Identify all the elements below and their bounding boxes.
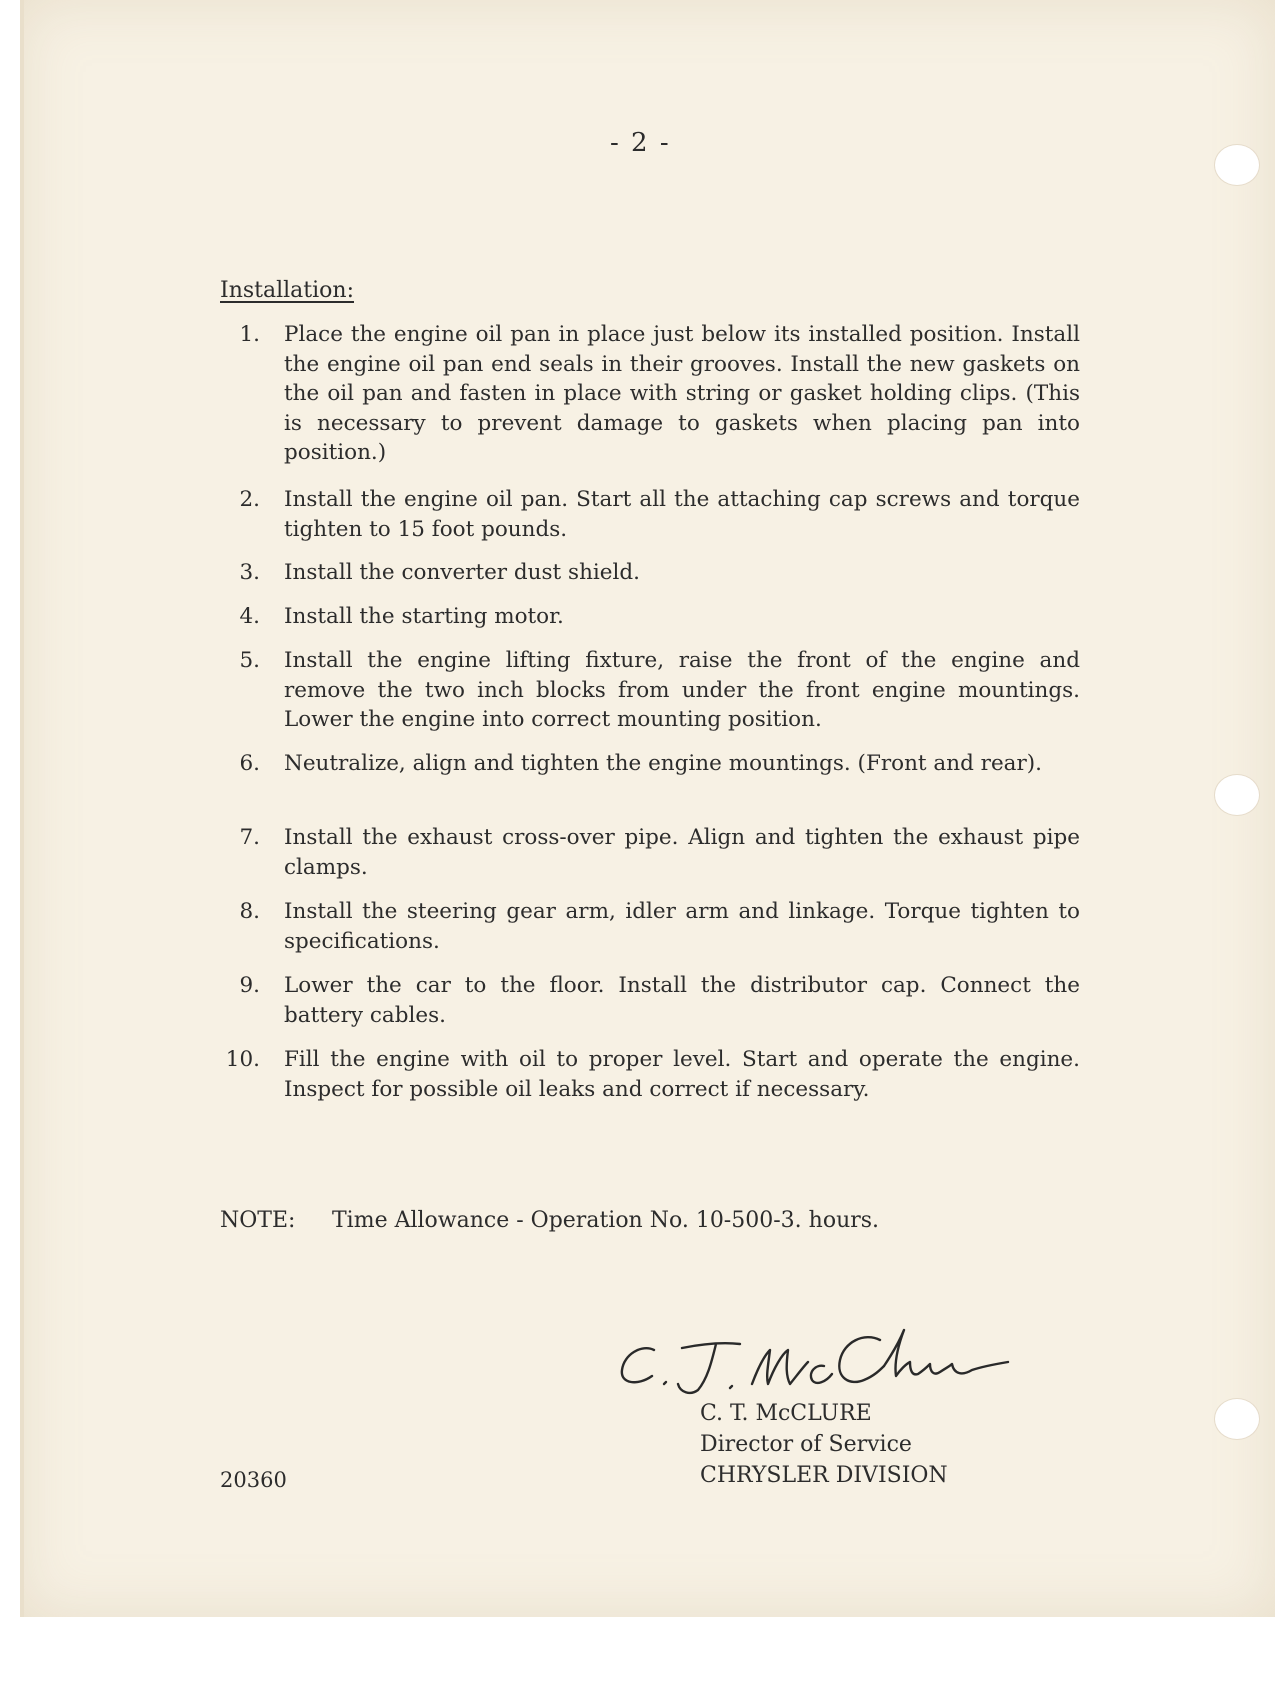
- step-text: Lower the car to the floor. Install the distributor cap. Connect the battery cables.: [284, 973, 1080, 1028]
- step-number: 9.: [239, 973, 260, 998]
- punch-hole-middle: [1214, 774, 1260, 816]
- punch-hole-bottom: [1214, 1398, 1260, 1440]
- step-number: 5.: [239, 648, 260, 673]
- step-text: Place the engine oil pan in place just below its installed position. Install the engine oil pan end seals in their grooves. Install the new gaskets on the oil pan and fasten in place with string or gasket holding clips. (This is necessary to prevent damage to gaskets when placing pan into position.): [284, 322, 1080, 465]
- section-heading: Installation:: [220, 278, 354, 303]
- punch-hole-top: [1214, 144, 1260, 186]
- step-text: Install the converter dust shield.: [284, 560, 640, 585]
- step-text: Fill the engine with oil to proper level. Start and operate the engine. Inspect for possible oil leaks and correct if necessary.: [284, 1047, 1080, 1102]
- step-number: 3.: [239, 560, 260, 585]
- signer-name: C. T. McCLURE: [700, 1401, 872, 1426]
- note-label: NOTE:: [220, 1208, 296, 1233]
- step-text: Neutralize, align and tighten the engine mountings. (Front and rear).: [284, 751, 1042, 776]
- step-number: 4.: [239, 604, 260, 629]
- signer-division: CHRYSLER DIVISION: [700, 1463, 948, 1488]
- step-text: Install the engine lifting fixture, raise the front of the engine and remove the two inch blocks from under the front engine mountings. Lower the engine into correct mounting position.: [284, 648, 1080, 732]
- time-allowance-note: [220, 1208, 1020, 1233]
- step-number: 2.: [239, 487, 260, 512]
- step-number: 10.: [225, 1047, 260, 1072]
- step-number: 7.: [239, 825, 260, 850]
- handwritten-signature: [612, 1310, 1012, 1400]
- step-text: Install the exhaust cross-over pipe. Align and tighten the exhaust pipe clamps.: [284, 825, 1080, 880]
- page-number: - 2 -: [610, 128, 671, 158]
- signer-title: Director of Service: [700, 1432, 912, 1457]
- page-edge: [20, 0, 24, 1617]
- step-text: Install the starting motor.: [284, 604, 564, 629]
- step-text: Install the engine oil pan. Start all the attaching cap screws and torque tighten to 15 foot pounds.: [284, 487, 1080, 542]
- step-text: Install the steering gear arm, idler arm and linkage. Torque tighten to specifications.: [284, 899, 1080, 954]
- step-number: 6.: [239, 751, 260, 776]
- signer-block: [700, 1398, 948, 1491]
- step-number: 1.: [239, 322, 260, 347]
- form-number: 20360: [220, 1468, 287, 1492]
- step-number: 8.: [239, 899, 260, 924]
- note-text: Time Allowance - Operation No. 10-500-3. hours.: [332, 1208, 880, 1233]
